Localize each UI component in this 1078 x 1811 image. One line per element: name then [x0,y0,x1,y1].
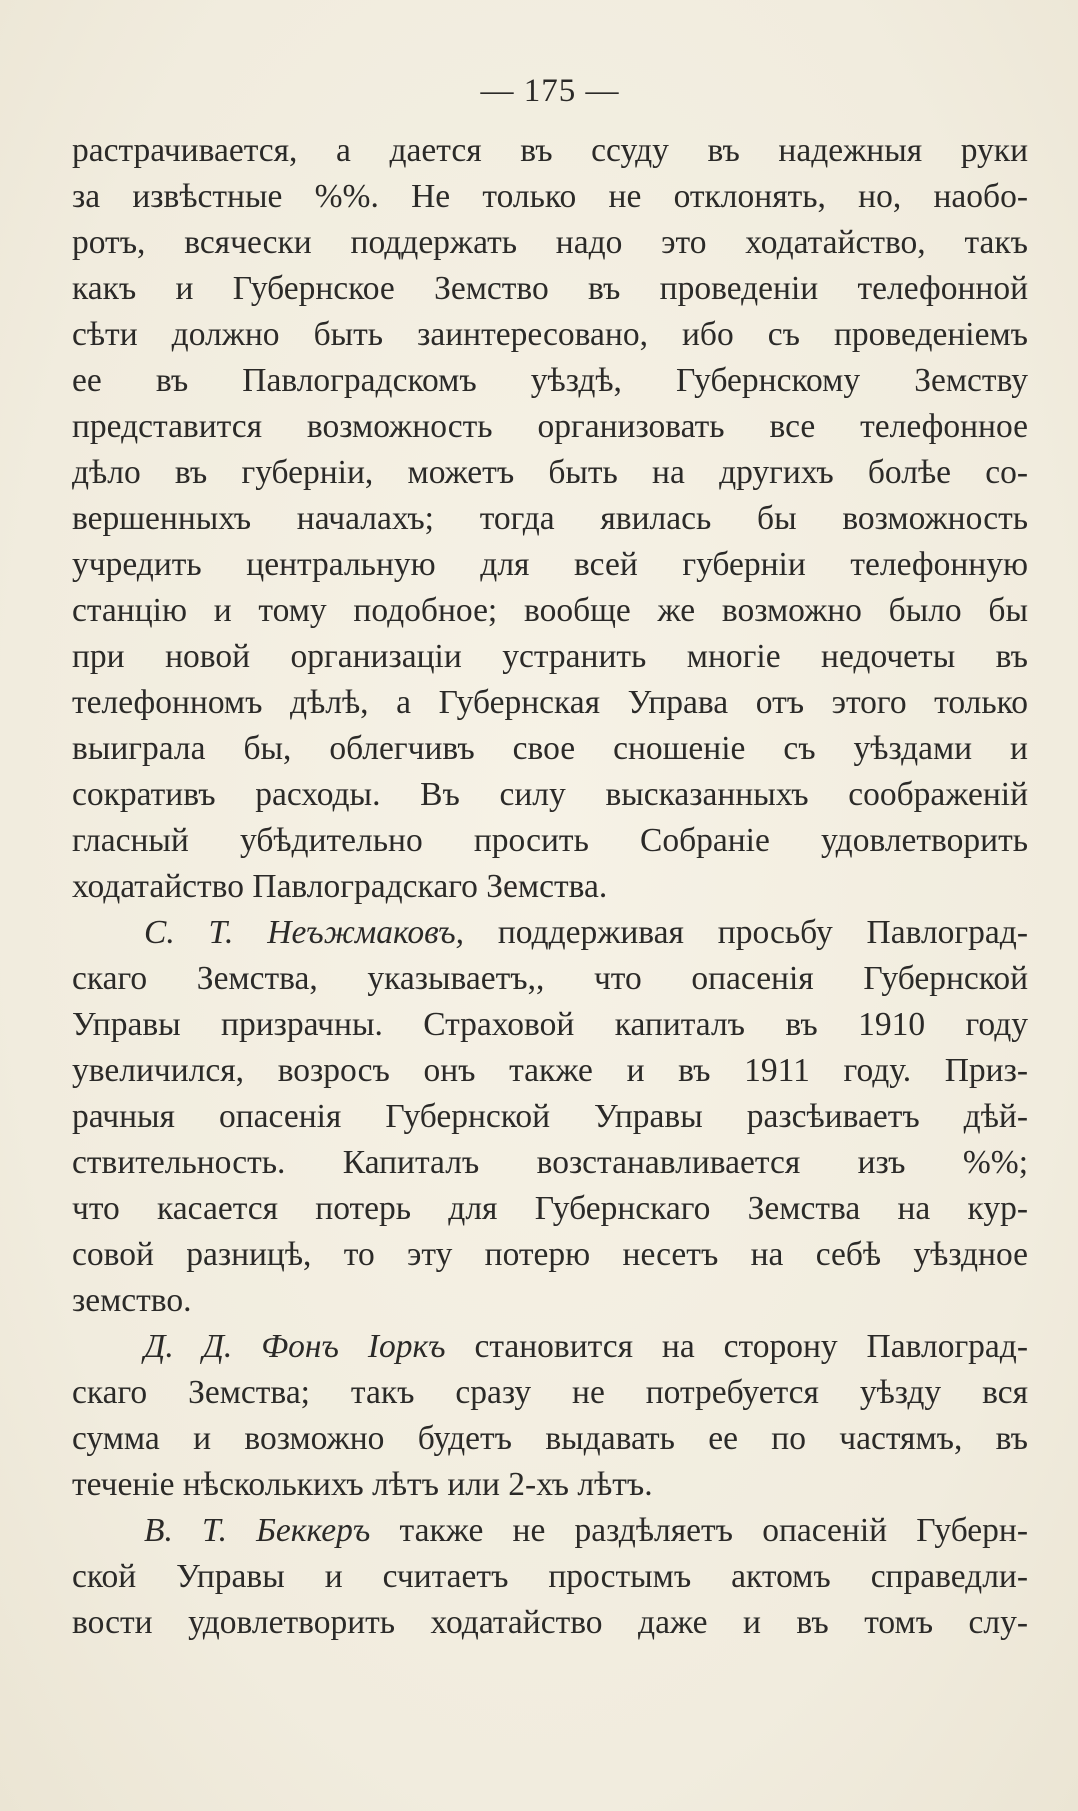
text-line: земство. [72,1282,192,1319]
text-line: представится возможность организовать все телефонное [72,408,1028,445]
text-line: ходатайство Павлоградскаго Земства. [72,868,608,905]
text-line [72,1508,1028,1554]
text-fragment: становится на сторону Павлоград- [445,1328,1028,1365]
text-line: телефонномъ дѣлѣ, а Губернская Управа отъ этого только [72,684,1028,721]
text-line: учредить центральную для всей губернiи телефонную [72,546,1028,583]
text-line: растрачивается, а дается въ ссуду въ надежныя руки [72,132,1028,169]
speaker-name: С. Т. Неъжмаковъ, [144,914,464,951]
text-line: ротъ, всячески поддержать надо это ходатайство, такъ [72,224,1028,261]
text-line: теченiе нѣсколькихъ лѣтъ или 2-хъ лѣтъ. [72,1466,653,1503]
text-fragment: поддерживая просьбу Павлоград- [464,914,1028,951]
speaker-name: Д. Д. Фонъ Iоркъ [144,1328,446,1365]
text-line: выиграла бы, облегчивъ свое сношенiе съ уѣздами и [72,730,1028,767]
text-line: вости удовлетворить ходатайство даже и въ томъ слу- [72,1604,1028,1641]
text-line: увеличился, возросъ онъ также и въ 1911 году. Приз- [72,1052,1028,1089]
text-line: ствительность. Капиталъ возстанавливается изъ %%; [72,1144,1028,1181]
text-line [72,1324,1028,1370]
paragraph-2 [72,910,1028,1324]
text-line: ской Управы и считаетъ простымъ актомъ справедли- [72,1558,1028,1595]
text-line: ее въ Павлоградскомъ уѣздѣ, Губернскому Земству [72,362,1028,399]
text-line: Управы призрачны. Страховой капиталъ въ 1910 году [72,1006,1028,1043]
text-line: какъ и Губернское Земство въ проведенiи телефонной [72,270,1028,307]
body-text [72,128,1028,1646]
text-fragment: также не раздѣляетъ опасенiй Губерн- [370,1512,1028,1549]
text-line: гласный убѣдительно просить Собранiе удовлетворить [72,822,1028,859]
text-line: станцiю и тому подобное; вообще же возможно было бы [72,592,1028,629]
page-number: — 175 — [480,73,620,109]
text-line: сумма и возможно будетъ выдавать ее по частямъ, въ [72,1420,1028,1457]
speaker-name: В. Т. Беккеръ [144,1512,371,1549]
text-line: сѣти должно быть заинтересовано, ибо съ проведенiемъ [72,316,1028,353]
text-line: вершенныхъ началахъ; тогда явилась бы возможность [72,500,1028,537]
text-line: скаго Земства, указываетъ,, что опасенiя Губернской [72,960,1028,997]
paragraph-3 [72,1324,1028,1508]
text-line: скаго Земства; такъ сразу не потребуется уѣзду вся [72,1374,1028,1411]
text-line: рачныя опасенiя Губернской Управы разсѣиваетъ дѣй- [72,1098,1028,1135]
text-line: что касается потерь для Губернскаго Земства на кур- [72,1190,1028,1227]
text-line: совой разницѣ, то эту потерю несетъ на себѣ уѣздное [72,1236,1028,1273]
text-line: дѣло въ губернiи, можетъ быть на другихъ болѣе со- [72,454,1028,491]
text-line: при новой организацiи устранить многiе недочеты въ [72,638,1028,675]
text-line: за извѣстные %%. Не только не отклонять, но, наобо- [72,178,1028,215]
text-line [72,910,1028,956]
paragraph-4 [72,1508,1028,1646]
text-line: сокративъ расходы. Въ силу высказанныхъ соображенiй [72,776,1028,813]
paragraph-1 [72,128,1028,910]
